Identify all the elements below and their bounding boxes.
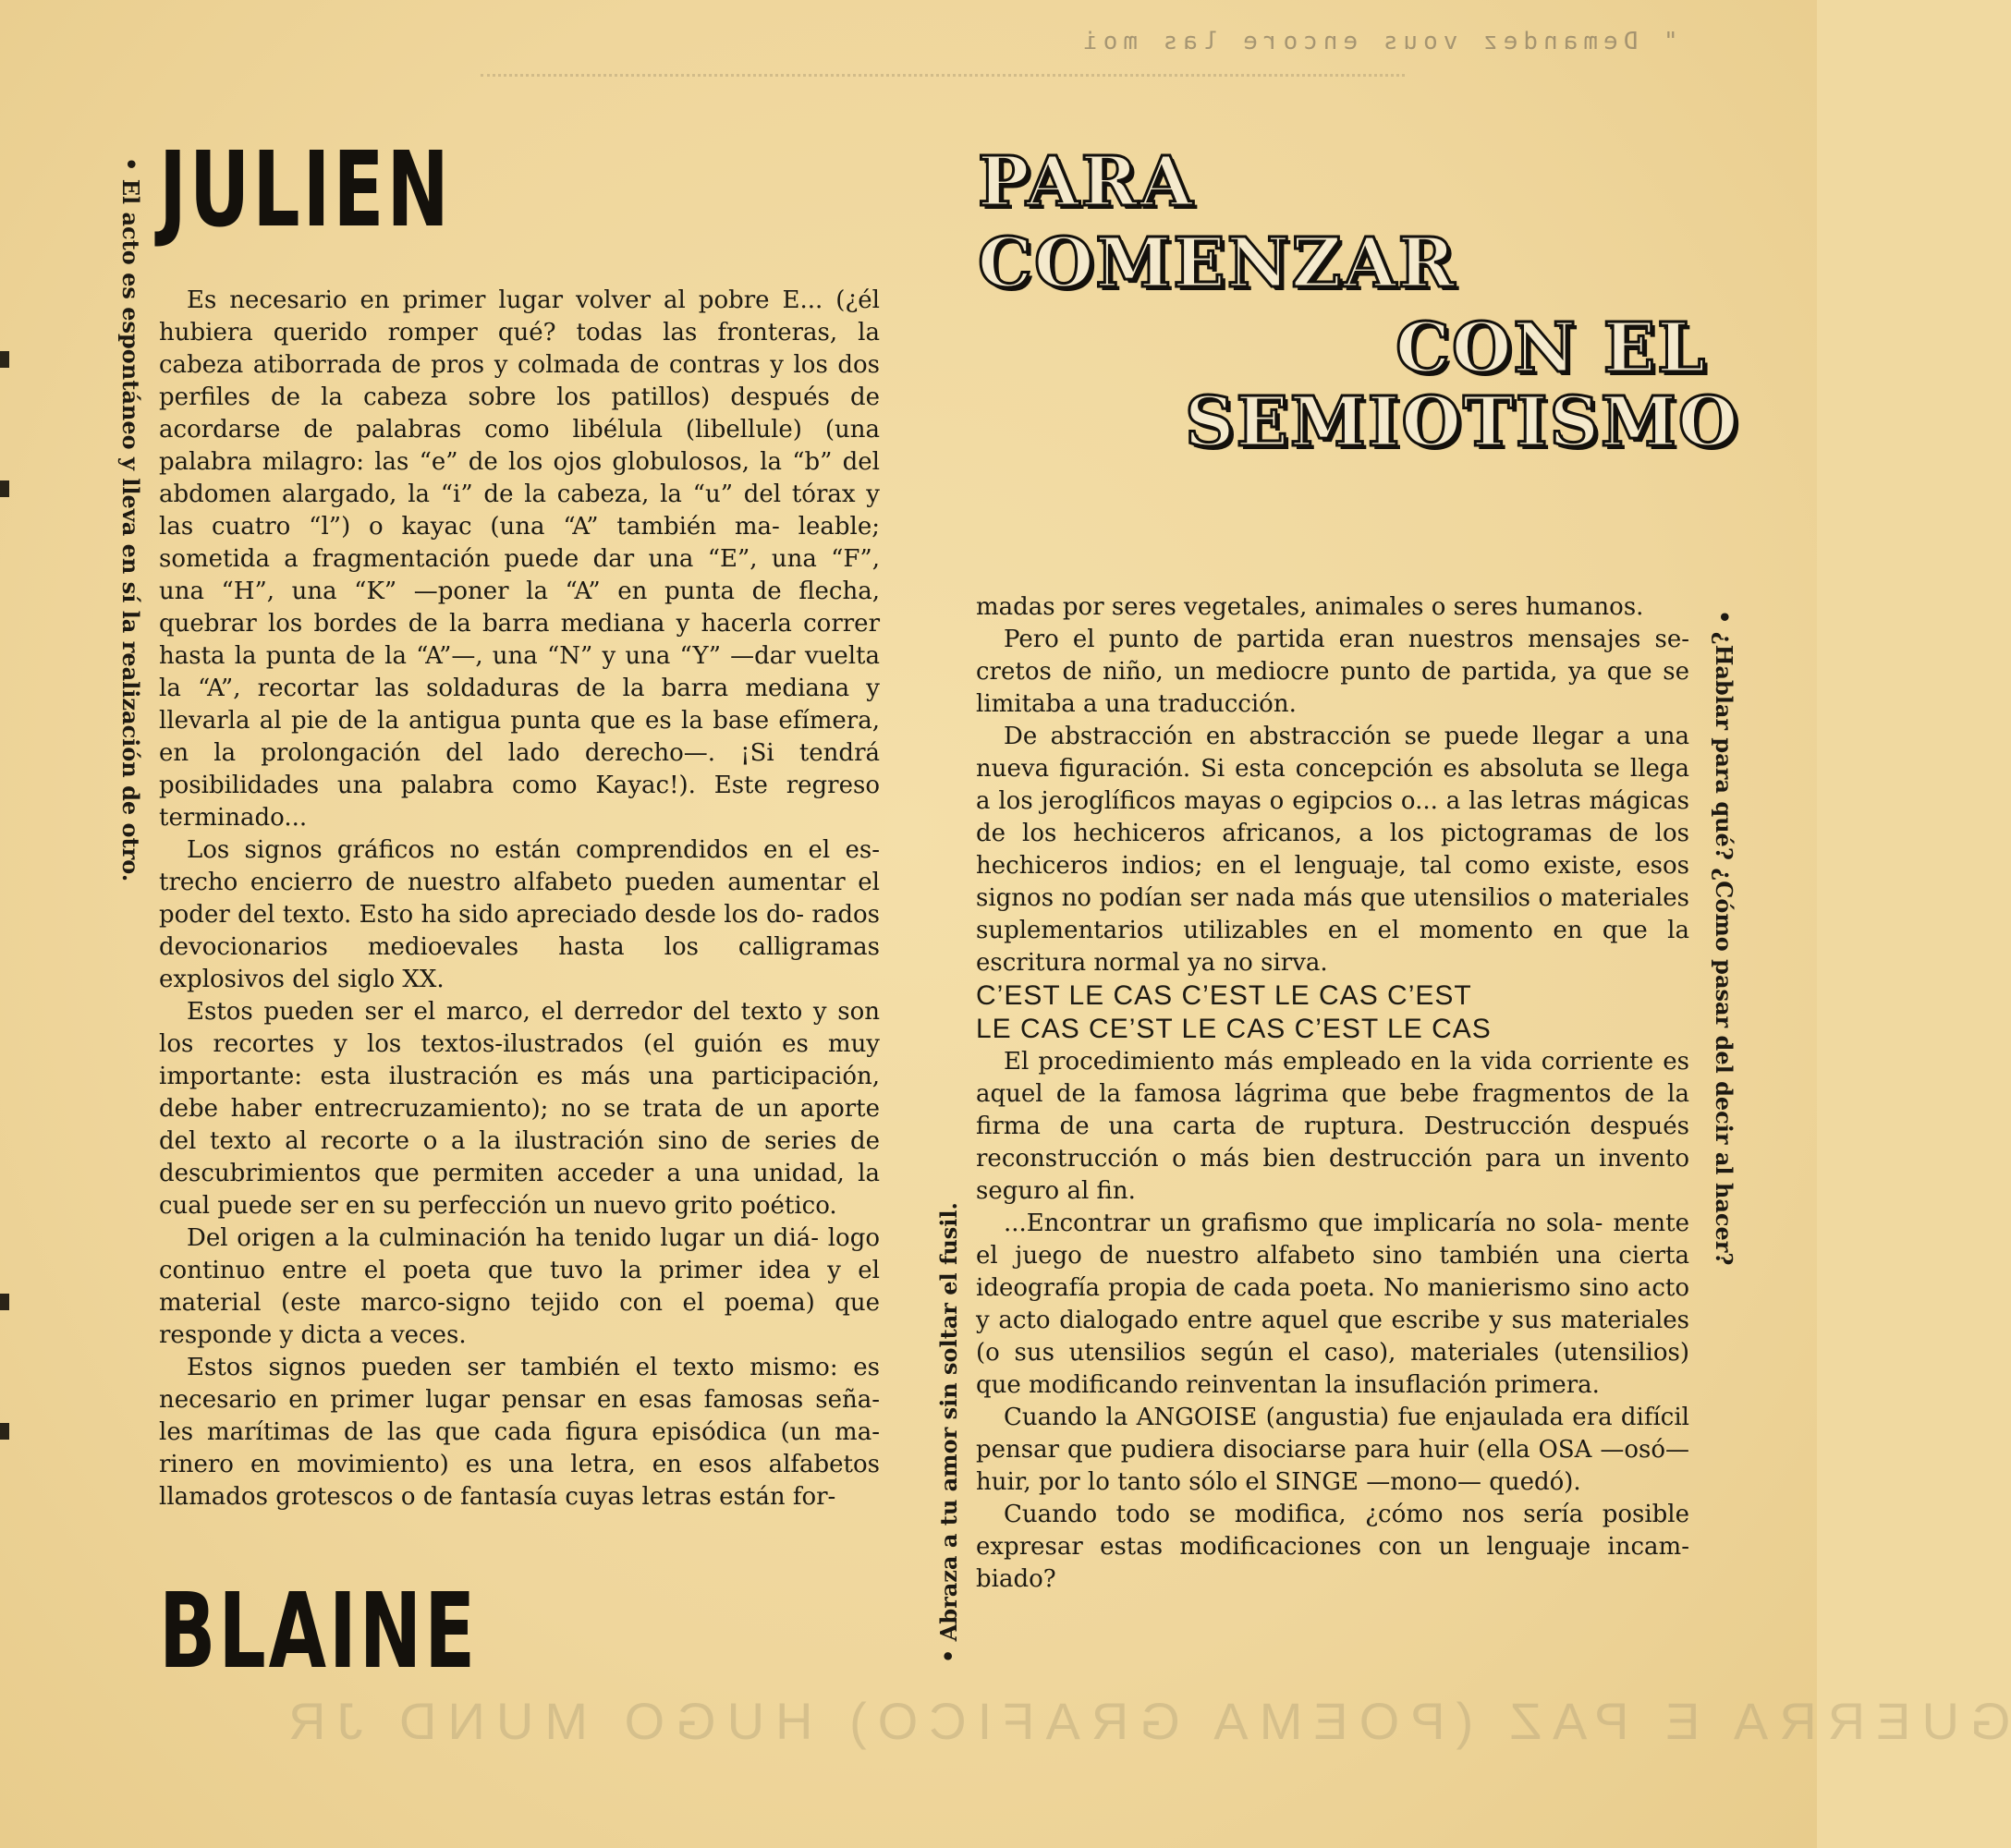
right-column xyxy=(976,591,1689,1596)
side-note-middle: • Abraza a tu amor sin soltar el fusil. xyxy=(935,1202,962,1663)
paragraph: Del origen a la culminación ha tenido lugar un diá- logo continuo entre el poeta que tuvo la primer idea y el material (este marco-signo tejido con el poema) que responde y dicta a veces. xyxy=(159,1224,880,1349)
edge-mark xyxy=(0,1294,9,1310)
caps-line: LE CAS CE’ST LE CAS C’EST LE CAS xyxy=(976,1014,1492,1044)
paragraph: Pero el punto de partida eran nuestros mensajes se- cretos de niño, un mediocre punto de partida, ya que se limitaba a una traducción. xyxy=(976,626,1689,718)
paragraph: Cuando todo se modifica, ¿cómo nos sería posible expresar estas modificaciones con un lenguaje incam- biado? xyxy=(976,1501,1689,1593)
edge-mark xyxy=(0,351,9,368)
side-note-left: • El acto es espontáneo y lleva en sí la realización de otro. xyxy=(117,157,144,882)
paragraph: madas por seres vegetales, animales o seres humanos. xyxy=(976,593,1644,621)
paragraph: ...Encontrar un grafismo que implicaría no sola- mente el juego de nuestro alfabeto sino también una cierta ideografía propia de cada poeta. No manierismo sino acto y acto dialogado entre aquel que escribe y sus materiales (o sus utensilios según el caso), materiales (utensilios) que modificando reinventan la insuflación primera. xyxy=(976,1210,1689,1399)
paragraph: Estos pueden ser el marco, el derredor del texto y son los recortes y los textos-ilustrados (el guión es muy importante: esta ilustración es más una participación, debe haber entrecruzamiento); no se trata de un aporte del texto al recorte o a la ilustración sino de series de descubrimientos que permiten acceder a una unidad, la cual puede ser en su perfección un nuevo grito poético. xyxy=(159,998,880,1220)
author-first-name: JULIEN xyxy=(159,130,452,250)
paragraph: Cuando la ANGOISE (angustia) fue enjaulada era difícil pensar que pudiera disociarse para huir (ella OSA —osó— huir, por lo tanto sólo el SINGE —mono— quedó). xyxy=(976,1404,1689,1496)
article-title-line3: CON EL xyxy=(1396,309,1708,388)
author-last-name: BLAINE xyxy=(159,1572,479,1692)
paragraph: Los signos gráficos no están comprendidos en el es- trecho encierro de nuestro alfabeto pueden aumentar el poder del texto. Esto ha sido apreciado desde los do- rados devocionarios medioevales hasta los calligramas explosivos del siglo XX. xyxy=(159,836,880,993)
paragraph: El procedimiento más empleado en la vida corriente es aquel de la famosa lágrima que bebe fragmentos de la firma de una carta de ruptura. Destrucción después reconstrucción o más bien destrucción para un invento seguro al fin. xyxy=(976,1048,1689,1205)
caps-line: C’EST LE CAS C’EST LE CAS C’EST xyxy=(976,980,1472,1011)
article-title-line4: SEMIOTISMO xyxy=(1185,383,1740,462)
paragraph: Estos signos pueden ser también el texto mismo: es necesario en primer lugar pensar en esas famosas seña- les marítimas de las que cada figura episódica (un ma- rinero en movimiento) es una letra, en esos alfabetos llamados grotescos o de fantasía cuyas letras están for- xyxy=(159,1354,880,1511)
edge-mark xyxy=(0,480,9,497)
side-note-right: • ¿Hablar para qué? ¿Cómo pasar del decir al hacer? xyxy=(1711,610,1737,1266)
show-through-header: " Demandez vous encore las moi xyxy=(1078,28,1678,55)
dotted-rule xyxy=(481,74,1405,77)
edge-mark xyxy=(0,1423,9,1440)
article-title-line1: PARA xyxy=(978,142,1195,222)
article-title-line2: COMENZAR xyxy=(978,224,1457,303)
show-through-footer: GUERRA E PAZ (POEMA GRAFICO) HUGO MUND JR xyxy=(277,1692,2011,1750)
paragraph: Es necesario en primer lugar volver al pobre E... (¿él hubiera querido romper qué? todas las fronteras, la cabeza atiborrada de pros y colmada de contras y los dos perfiles de la cabeza sobre los patillos) después de acordarse de palabras como libélula (libellule) (una palabra milagro: las “e” de los ojos globulosos, la “b” del abdomen alargado, la “i” de la cabeza, la “u” del tórax y las cuatro “l”) o kayac (una “A” también ma- leable; sometida a fragmentación puede dar una “E”, una “F”, una “H”, una “K” —poner la “A” en punta de flecha, quebrar los bordes de la barra mediana y hacerla correr hasta la punta de la “A”—, una “N” y una “Y” —dar vuelta la “A”, recortar las soldaduras de la barra mediana y llevarla al pie de la antigua punta que es la base efímera, en la prolongación del lado derecho—. ¡Si tendrá posibilidades una palabra como Kayac!). Este regreso terminado... xyxy=(159,286,880,832)
left-column xyxy=(159,285,880,1514)
paragraph: De abstracción en abstracción se puede llegar a una nueva figuración. Si esta concepción es absoluta se llega a los jeroglíficos mayas o egipcios o... a las letras mágicas de los hechiceros africanos, a los pictogramas de los hechiceros indios; en el lenguaje, tal como existe, esos signos no podían ser nada más que utensilios o materiales suplementarios utilizables en el momento en que la escritura normal ya no sirva. xyxy=(976,723,1689,977)
